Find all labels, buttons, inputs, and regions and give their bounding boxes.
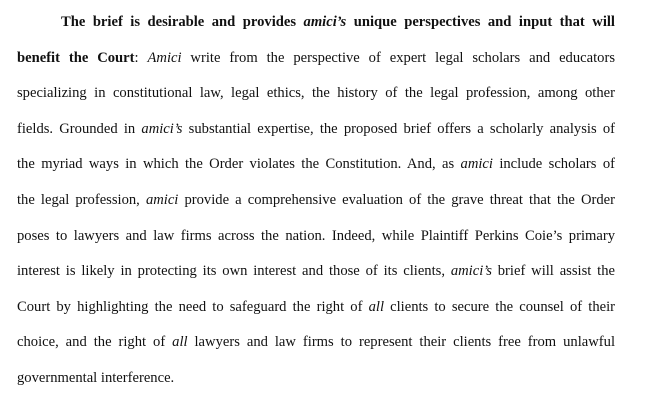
text-line [17, 189, 615, 211]
text-segment: lawyers and law firms to represent their clients free from unlawful [187, 334, 615, 351]
text-segment: choice, and the right of [17, 334, 173, 351]
italic-text: all [172, 334, 188, 351]
text-line [17, 367, 615, 389]
text-segment: clients to secure the counsel of their [384, 298, 616, 315]
text-line [17, 331, 615, 353]
text-line [17, 296, 615, 318]
bold-text: benefit the Court [17, 49, 135, 66]
text-segment: include scholars of [492, 156, 615, 173]
text-line [17, 260, 615, 282]
text-segment: specializing in constitutional law, legal ethics, the history of the legal profession, among other [17, 85, 615, 102]
text-line [17, 47, 615, 69]
italic-text: amici [460, 156, 493, 173]
emphasized-text: amici’s [303, 14, 347, 30]
italic-text: amici’s [141, 120, 183, 137]
text-line [17, 118, 615, 140]
italic-text: amici [145, 192, 179, 208]
text-segment: interest is likely in protecting its own interest and those of its clients, [17, 263, 451, 280]
text-line [61, 11, 615, 33]
text-segment: the legal profession, [17, 192, 146, 208]
text-segment: : [134, 49, 148, 66]
bold-text: unique perspectives and input that will [346, 14, 615, 30]
text-line [17, 153, 615, 175]
bold-text: The brief is desirable and provides [61, 14, 304, 30]
text-segment: governmental interference. [17, 370, 175, 386]
bold-text [304, 14, 347, 30]
text-segment: Court by highlighting the need to safeguard the right of [17, 298, 369, 315]
text-segment: brief will assist the [491, 263, 615, 280]
italic-text: Amici [147, 49, 182, 66]
text-segment: substantial expertise, the proposed brief offers a scholarly analysis of [182, 120, 615, 137]
text-segment: write from the perspective of expert legal scholars and educators [181, 49, 615, 66]
italic-text: amici’s [450, 263, 492, 280]
text-segment: fields. Grounded in [17, 120, 142, 137]
text-segment: provide a comprehensive evaluation of the grave threat that the Order [178, 192, 615, 208]
text-segment: the myriad ways in which the Order violates the Constitution. And, as [17, 156, 461, 173]
text-line [17, 82, 615, 104]
text-line [17, 225, 615, 247]
text-segment: poses to lawyers and law firms across the nation. Indeed, while Plaintiff Perkins Coie’s primary [17, 227, 615, 244]
italic-text: all [368, 298, 384, 315]
